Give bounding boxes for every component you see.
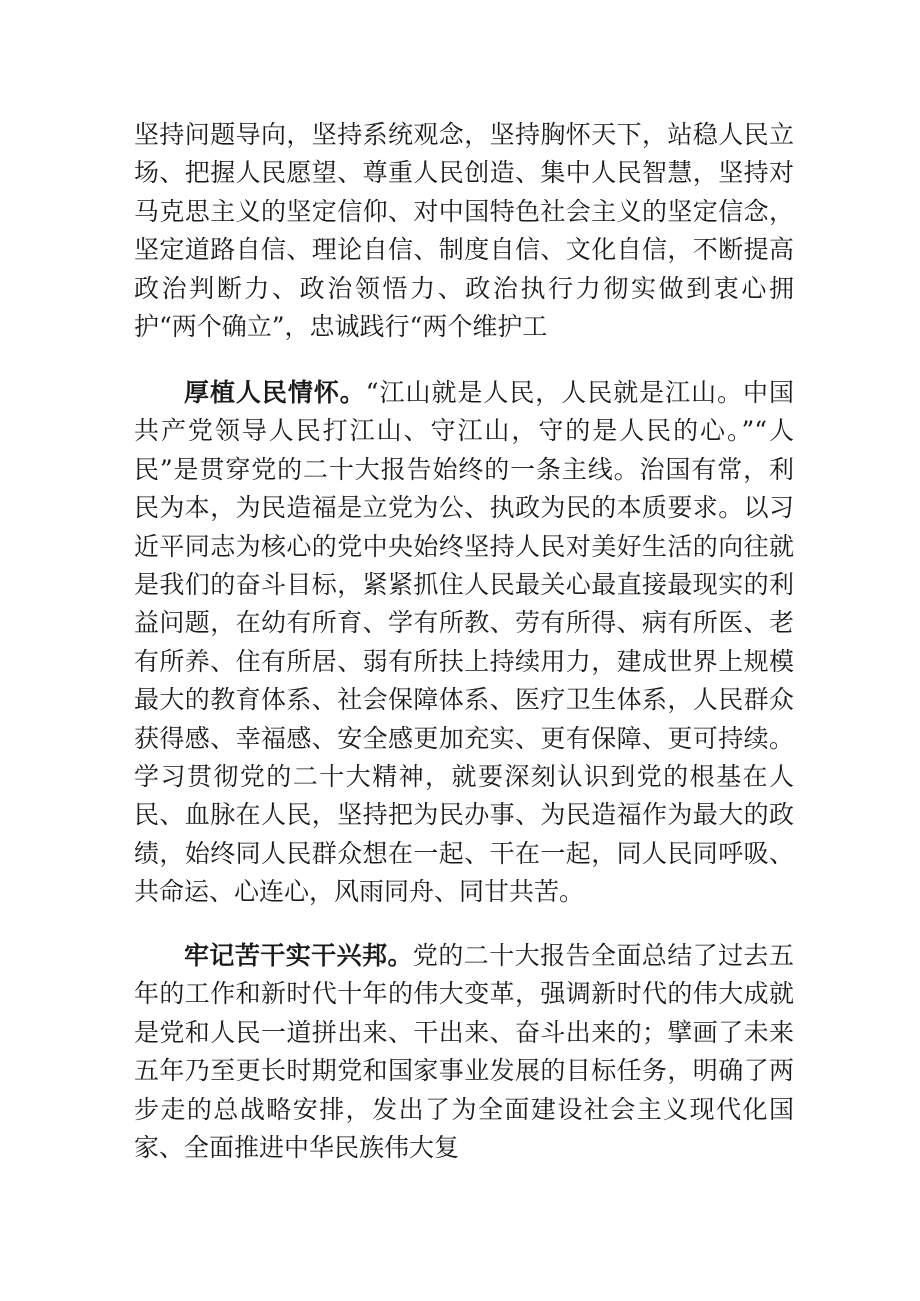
paragraph-2	[134, 374, 794, 912]
paragraph-2-lead: 厚植人民情怀。	[184, 378, 366, 407]
paragraph-3	[134, 937, 794, 1167]
paragraph-2-text: “江山就是人民，人民就是江山。中国共产党领导人民打江山、守江山，守的是人民的心。”“人民”是贯穿党的二十大报告始终的一条主线。治国有常，利民为本，为民造福是立党为公、执政为民的本质要求。以习近平同志为核心的党中央始终坚持人民对美好生活的向往就是我们的奋斗目标，紧紧抓住人民最关心最直接最现实的利益问题，在幼有所育、学有所教、劳有所得、病有所医、老有所养、住有所居、弱有所扶上持续用力，建成世界上规模最大的教育体系、社会保障体系、医疗卫生体系，人民群众获得感、幸福感、安全感更加充实、更有保障、更可持续。学习贯彻党的二十大精神，就要深刻认识到党的根基在人民、血脉在人民，坚持把为民办事、为民造福作为最大的政绩，始终同人民群众想在一起、干在一起，同人民同呼吸、共命运、心连心，风雨同舟、同甘共苦。	[134, 378, 794, 907]
paragraph-1-text: 坚持问题导向，坚持系统观念，坚持胸怀天下，站稳人民立场、把握人民愿望、尊重人民创造、集中人民智慧，坚持对马克思主义的坚定信仰、对中国特色社会主义的坚定信念，坚定道路自信、理论自信、制度自信、文化自信，不断提高政治判断力、政治领悟力、政治执行力彻实做到衷心拥护“两个确立”，忠诚践行“两个维护工	[134, 120, 794, 342]
paragraph-3-text: 党的二十大报告全面总结了过去五年的工作和新时代十年的伟大变革，强调新时代的伟大成就是党和人民一道拼出来、干出来、奋斗出来的；擘画了未来五年乃至更长时期党和国家事业发展的目标任务，明确了两步走的总战略安排，发出了为全面建设社会主义现代化国家、全面推进中华民族伟大复	[134, 941, 794, 1163]
paragraph-1	[134, 116, 794, 346]
paragraph-3-lead: 牢记苦干实干兴邦。	[184, 941, 413, 970]
